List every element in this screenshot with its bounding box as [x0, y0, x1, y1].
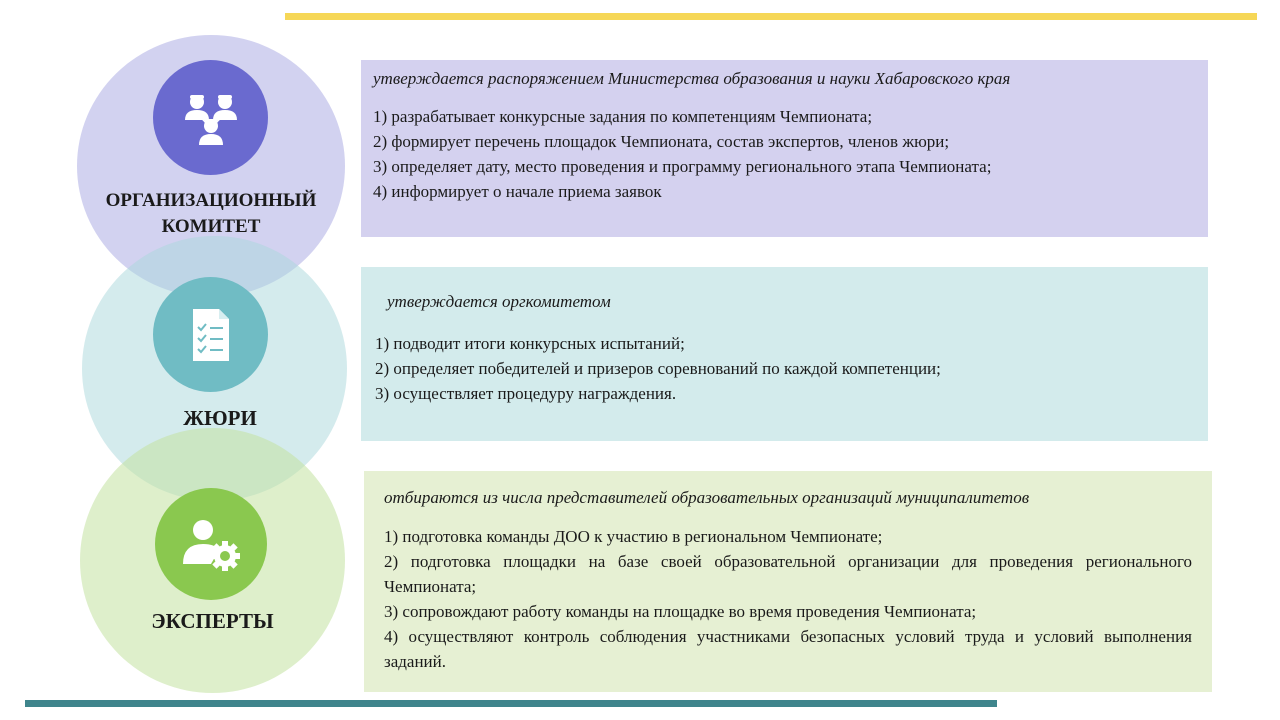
- list-item: 3) осуществляет процедуру награждения.: [375, 384, 677, 403]
- list-item: 4) информирует о начале приема заявок: [373, 182, 662, 201]
- org-committee-label: ОРГАНИЗАЦИОННЫЙ КОМИТЕТ: [105, 190, 317, 237]
- org-committee-subtitle: утверждается распоряжением Министерства образования и науки Хабаровского края: [373, 69, 1011, 88]
- bottom-accent-bar: [25, 700, 997, 707]
- jury-subtitle: утверждается оргкомитетом: [387, 292, 611, 311]
- user-gear-icon: [155, 488, 267, 600]
- jury-description: [361, 267, 1208, 441]
- list-item: 4) осуществляют контроль соблюдения участниками безопасных условий труда и условий выполнения заданий.: [384, 627, 1192, 671]
- list-item: 1) подготовка команды ДОО к участию в региональном Чемпионате;: [384, 527, 883, 546]
- experts-subtitle: отбираются из числа представителей образовательных организаций муниципалитетов: [384, 488, 1030, 507]
- list-item: 1) разрабатывает конкурсные задания по компетенциям Чемпионата;: [373, 107, 873, 126]
- list-item: 1) подводит итоги конкурсных испытаний;: [375, 334, 685, 353]
- team-icon: [153, 60, 268, 175]
- list-item: 3) определяет дату, место проведения и программу регионального этапа Чемпионата;: [373, 157, 992, 176]
- jury-label: ЖЮРИ: [183, 406, 257, 430]
- experts-description: [364, 471, 1212, 692]
- list-item: 2) определяет победителей и призеров соревнований по каждой компетенции;: [375, 359, 941, 378]
- experts-label: ЭКСПЕРТЫ: [151, 609, 274, 633]
- top-accent-bar: [285, 13, 1257, 20]
- list-item: 2) подготовка площадки на базе своей образовательной организации для проведения регионального Чемпионата;: [384, 552, 1192, 596]
- checklist-document-icon: [153, 277, 268, 392]
- org-committee-description: [361, 60, 1208, 237]
- list-item: 3) сопровождают работу команды на площадке во время проведения Чемпионата;: [384, 602, 977, 621]
- list-item: 2) формирует перечень площадок Чемпионата, состав экспертов, членов жюри;: [373, 132, 950, 151]
